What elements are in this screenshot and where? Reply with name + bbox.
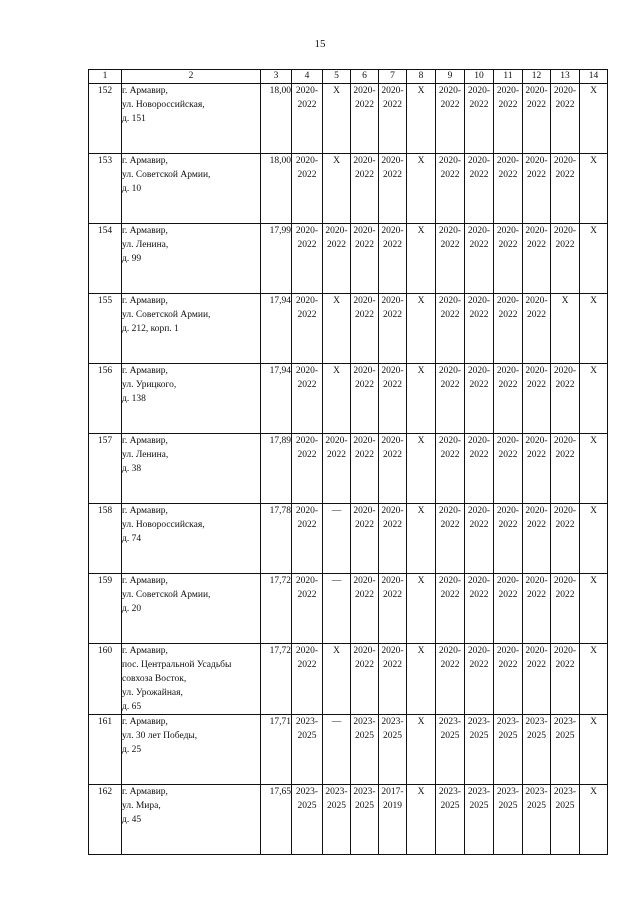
value-cell: 17,72 [261,644,292,715]
period-cell: 2020- 2022 [379,574,407,644]
period-cell: 2023- 2025 [379,715,407,785]
address-line: д. 99 [122,254,142,264]
period-cell: 2020- 2022 [465,224,494,294]
period-cell: 2020- 2022 [465,154,494,224]
period-cell: X [407,434,436,504]
period-cell: 2023- 2025 [523,715,551,785]
period-cell: 2020- 2022 [465,644,494,715]
period-cell: X [580,84,608,154]
row-number: 153 [89,154,122,224]
period-cell: 2020- 2022 [379,434,407,504]
column-header: 9 [436,70,465,84]
period-cell: 2020- 2022 [465,84,494,154]
row-number: 159 [89,574,122,644]
period-cell: 2023- 2025 [436,785,465,855]
period-cell: 2020- 2022 [351,224,379,294]
period-cell: 2020- 2022 [494,434,523,504]
period-cell: 2020- 2022 [292,574,323,644]
column-header: 7 [379,70,407,84]
address-line: г. Армавир, [122,226,168,236]
period-cell: 2020- 2022 [494,154,523,224]
period-cell: X [407,504,436,574]
column-header: 11 [494,70,523,84]
period-cell: X [580,785,608,855]
address-line: совхоза Восток, [122,674,187,684]
period-cell: 2020- 2022 [436,504,465,574]
period-cell: 2023- 2025 [436,715,465,785]
address-line: г. Армавир, [122,646,168,656]
period-cell: 2023- 2025 [494,785,523,855]
address-line: ул. 30 лет Победы, [122,731,198,741]
period-cell: 2023- 2025 [292,715,323,785]
value-cell: 17,94 [261,364,292,434]
row-number: 160 [89,644,122,715]
period-cell: 2020- 2022 [351,84,379,154]
column-header: 8 [407,70,436,84]
period-cell: 2020- 2022 [292,84,323,154]
period-cell: 2020- 2022 [523,84,551,154]
address-line: д. 151 [122,114,146,124]
table-row [89,504,608,574]
row-number: 155 [89,294,122,364]
value-cell: 17,71 [261,715,292,785]
value-cell: 18,00 [261,84,292,154]
column-header: 14 [580,70,608,84]
address-line: ул. Ленина, [122,240,169,250]
table-row [89,715,608,785]
address-cell [122,715,261,785]
period-cell: X [580,715,608,785]
period-cell: X [580,364,608,434]
period-cell: 2020- 2022 [436,84,465,154]
period-cell: 2020- 2022 [292,294,323,364]
period-cell: 2023- 2025 [494,715,523,785]
period-cell: X [323,84,351,154]
period-cell: X [323,364,351,434]
address-cell [122,84,261,154]
value-cell: 17,94 [261,294,292,364]
row-number: 161 [89,715,122,785]
address-cell [122,434,261,504]
address-cell [122,154,261,224]
period-cell: X [580,154,608,224]
period-cell: 2020- 2022 [465,574,494,644]
value-cell: 17,72 [261,574,292,644]
period-cell: 2023- 2025 [551,715,580,785]
address-line: г. Армавир, [122,506,168,516]
period-cell: 2020- 2022 [551,644,580,715]
table-row [89,364,608,434]
period-cell: X [323,644,351,715]
period-cell: 2023- 2025 [351,785,379,855]
address-cell [122,574,261,644]
period-cell: 2020- 2022 [465,364,494,434]
row-number: 156 [89,364,122,434]
address-cell [122,294,261,364]
period-cell: 2020- 2022 [523,294,551,364]
address-cell [122,644,261,715]
address-line: ул. Мира, [122,801,161,811]
period-cell: 2020- 2022 [551,504,580,574]
address-line: г. Армавир, [122,86,168,96]
period-cell: X [407,364,436,434]
address-line: г. Армавир, [122,436,168,446]
period-cell: — [323,574,351,644]
period-cell: 2020- 2022 [523,224,551,294]
period-cell: 2023- 2025 [465,785,494,855]
period-cell: 2020- 2022 [494,504,523,574]
period-cell: X [580,224,608,294]
period-cell: X [407,574,436,644]
period-cell: 2020- 2022 [523,644,551,715]
column-header: 12 [523,70,551,84]
table-row [89,644,608,715]
row-number: 152 [89,84,122,154]
period-cell: 2020- 2022 [292,154,323,224]
period-cell: 2020- 2022 [379,504,407,574]
period-cell: X [580,434,608,504]
period-cell: X [407,644,436,715]
period-cell: 2023- 2025 [292,785,323,855]
row-number: 158 [89,504,122,574]
period-cell: X [407,154,436,224]
table-row [89,84,608,154]
value-cell: 17,89 [261,434,292,504]
period-cell: 2020- 2022 [351,154,379,224]
address-line: г. Армавир, [122,156,168,166]
period-cell: 2020- 2022 [523,434,551,504]
value-cell: 17,65 [261,785,292,855]
column-number-row [89,70,608,84]
period-cell: 2020- 2022 [379,294,407,364]
address-cell [122,224,261,294]
period-cell: X [580,294,608,364]
period-cell: 2020- 2022 [551,84,580,154]
period-cell: 2023- 2025 [551,785,580,855]
period-cell: 2020- 2022 [494,364,523,434]
period-cell: 2020- 2022 [551,364,580,434]
period-cell: 2020- 2022 [379,644,407,715]
period-cell: 2020- 2022 [351,434,379,504]
column-header: 10 [465,70,494,84]
table-row [89,154,608,224]
period-cell: X [580,504,608,574]
address-line: г. Армавир, [122,366,168,376]
period-cell: X [407,715,436,785]
address-line: д. 138 [122,394,146,404]
value-cell: 18,00 [261,154,292,224]
column-header: 6 [351,70,379,84]
address-line: ул. Советской Армии, [122,170,211,180]
period-cell: 2020- 2022 [494,574,523,644]
column-header: 1 [89,70,122,84]
address-line: д. 212, корп. 1 [122,324,179,334]
address-line: ул. Ленина, [122,450,169,460]
period-cell: 2020- 2022 [436,644,465,715]
period-cell: 2023- 2025 [351,715,379,785]
address-line: д. 65 [122,702,142,712]
address-line: д. 74 [122,534,142,544]
address-line: ул. Советской Армии, [122,310,211,320]
period-cell: 2023- 2025 [523,785,551,855]
column-header: 2 [122,70,261,84]
period-cell: 2020- 2022 [292,364,323,434]
row-number: 162 [89,785,122,855]
period-cell: X [323,294,351,364]
period-cell: 2020- 2022 [494,644,523,715]
period-cell: 2020- 2022 [494,224,523,294]
period-cell: 2020- 2022 [292,504,323,574]
address-line: ул. Советской Армии, [122,590,211,600]
value-cell: 17,99 [261,224,292,294]
address-line: д. 25 [122,745,142,755]
period-cell: 2020- 2022 [379,224,407,294]
period-cell: 2020- 2022 [351,364,379,434]
period-cell: 2020- 2022 [436,224,465,294]
period-cell: X [580,644,608,715]
row-number: 157 [89,434,122,504]
period-cell: 2020- 2022 [436,154,465,224]
period-cell: 2020- 2022 [351,574,379,644]
period-cell: X [407,84,436,154]
address-line: д. 10 [122,184,142,194]
address-line: ул. Урицкого, [122,380,177,390]
period-cell: 2020- 2022 [351,644,379,715]
period-cell: 2020- 2022 [323,224,351,294]
table-row [89,224,608,294]
address-line: ул. Новороссийская, [122,520,205,530]
column-header: 3 [261,70,292,84]
period-cell: 2020- 2022 [465,504,494,574]
period-cell: 2020- 2022 [323,434,351,504]
page-number: 15 [314,38,326,50]
table-row [89,294,608,364]
period-cell: 2020- 2022 [351,294,379,364]
address-line: пос. Центральной Усадьбы [122,660,232,670]
address-line: д. 20 [122,604,142,614]
period-cell: 2017- 2019 [379,785,407,855]
column-header: 13 [551,70,580,84]
period-cell: 2020- 2022 [494,84,523,154]
value-cell: 17,78 [261,504,292,574]
address-line: г. Армавир, [122,296,168,306]
period-cell: 2020- 2022 [292,644,323,715]
period-cell: X [551,294,580,364]
period-cell: 2020- 2022 [292,224,323,294]
period-cell: 2020- 2022 [523,504,551,574]
period-cell: X [407,294,436,364]
period-cell: X [580,574,608,644]
period-cell: X [323,154,351,224]
table-row [89,785,608,855]
address-cell [122,504,261,574]
address-line: д. 38 [122,464,142,474]
period-cell: 2020- 2022 [551,224,580,294]
address-cell [122,785,261,855]
period-cell: X [407,785,436,855]
address-cell [122,364,261,434]
period-cell: 2020- 2022 [436,574,465,644]
period-cell: — [323,504,351,574]
period-cell: 2023- 2025 [465,715,494,785]
period-cell: 2020- 2022 [379,84,407,154]
period-cell: 2020- 2022 [465,434,494,504]
housing-registry-table [88,69,608,855]
column-header: 4 [292,70,323,84]
period-cell: 2020- 2022 [523,364,551,434]
period-cell: 2020- 2022 [436,294,465,364]
period-cell: 2020- 2022 [551,434,580,504]
address-line: г. Армавир, [122,576,168,586]
address-line: г. Армавир, [122,787,168,797]
address-line: ул. Новороссийская, [122,100,205,110]
period-cell: 2020- 2022 [551,574,580,644]
address-line: д. 45 [122,815,142,825]
period-cell: 2020- 2022 [436,364,465,434]
period-cell: 2020- 2022 [551,154,580,224]
period-cell: 2020- 2022 [465,294,494,364]
address-line: ул. Урожайная, [122,688,183,698]
column-header: 5 [323,70,351,84]
row-number: 154 [89,224,122,294]
period-cell: 2020- 2022 [523,154,551,224]
period-cell: 2020- 2022 [494,294,523,364]
period-cell: 2023- 2025 [323,785,351,855]
address-line: г. Армавир, [122,717,168,727]
table-row [89,434,608,504]
period-cell: 2020- 2022 [436,434,465,504]
period-cell: 2020- 2022 [379,364,407,434]
period-cell: 2020- 2022 [523,574,551,644]
period-cell: 2020- 2022 [292,434,323,504]
table-row [89,574,608,644]
period-cell: 2020- 2022 [379,154,407,224]
period-cell: X [407,224,436,294]
period-cell: — [323,715,351,785]
period-cell: 2020- 2022 [351,504,379,574]
